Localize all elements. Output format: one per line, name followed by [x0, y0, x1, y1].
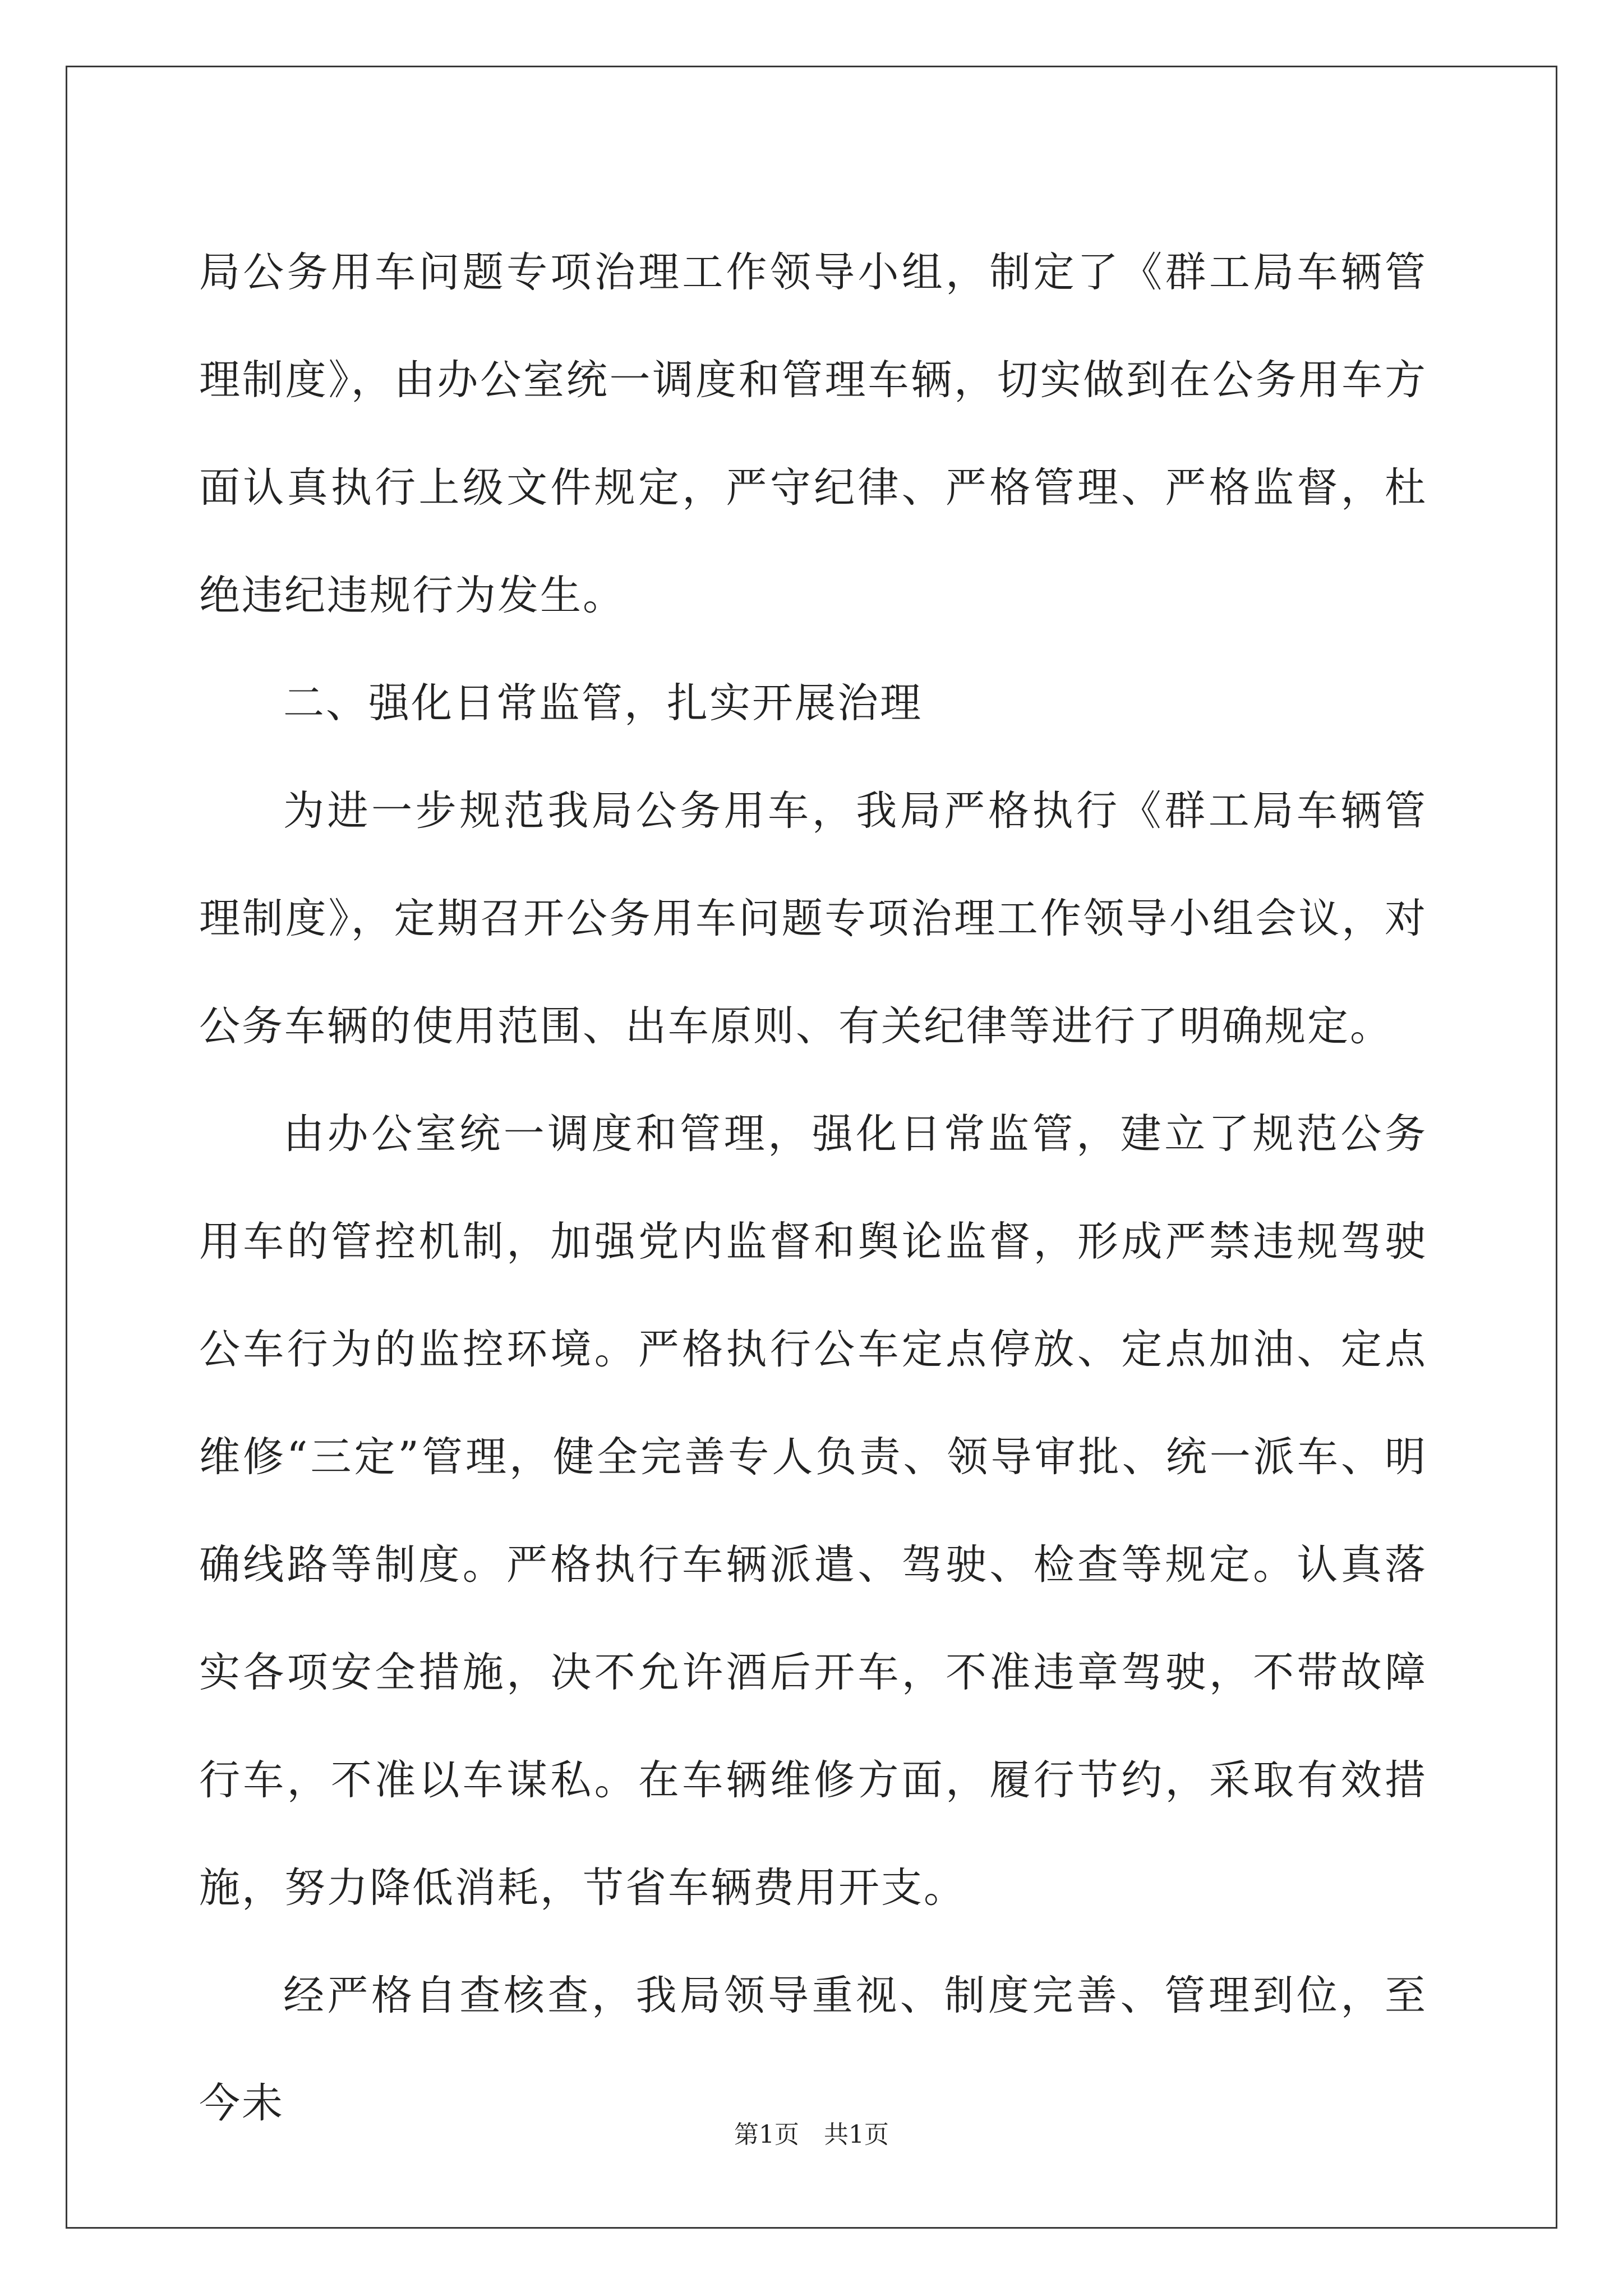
- paragraph: 由办公室统一调度和管理，强化日常监管，建立了规范公务用车的管控机制，加强党内监督和舆论监督，形成严禁违规驾驶公车行为的监控环境。严格执行公车定点停放、定点加油、定点维修“三定”管理，健全完善专人负责、领导审批、统一派车、明确线路等制度。严格执行车辆派遣、驾驶、检查等规定。认真落实各项安全措施，决不允许酒后开车，不准违章驾驶，不带故障行车，不准以车谋私。在车辆维修方面，履行节约，采取有效措施，努力降低消耗，节省车辆费用开支。: [199, 1110, 1427, 1912]
- document-body: [199, 219, 1427, 2157]
- paragraph: 为进一步规范我局公务用车，我局严格执行《群工局车辆管理制度》，定期召开公务用车问题专项治理工作领导小组会议，对公务车辆的使用范围、出车原则、有关纪律等进行了明确规定。: [199, 787, 1427, 1050]
- page-number: 第1页 共1页: [734, 2120, 889, 2149]
- section-heading: 二、强化日常监管，扎实开展治理: [283, 679, 923, 727]
- paragraph: 经严格自查核查，我局领导重视、制度完善、管理到位，至今未: [199, 1972, 1427, 2127]
- paragraph-continuation: 局公务用车问题专项治理工作领导小组，制定了《群工局车辆管理制度》，由办公室统一调度和管理车辆，切实做到在公务用车方面认真执行上级文件规定，严守纪律、严格管理、严格监督，杜绝违纪违规行为发生。: [199, 249, 1427, 619]
